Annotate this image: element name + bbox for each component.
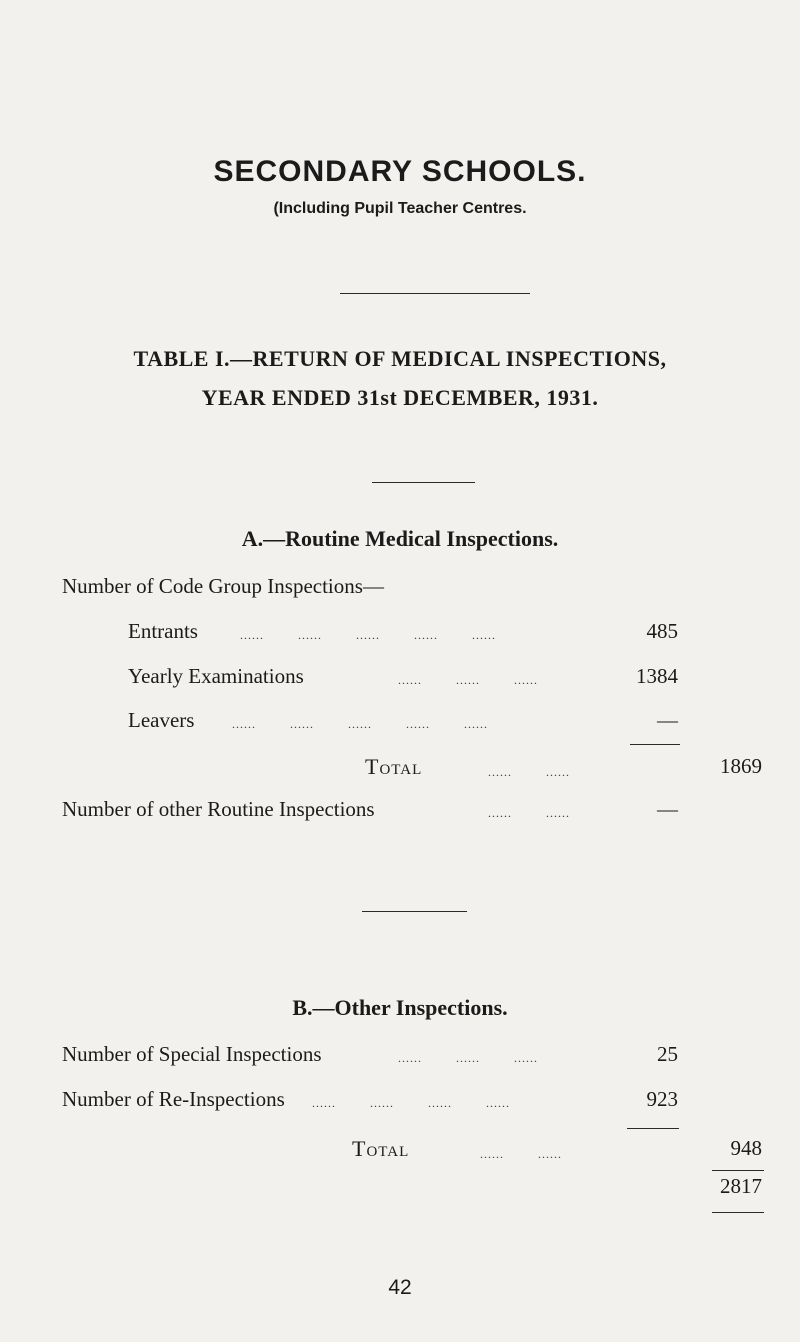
subtotal-rule (627, 1128, 679, 1129)
dot-leader: ...... ...... (488, 806, 570, 820)
section-divider (362, 911, 467, 912)
row-reinspections-value: 923 (646, 1087, 678, 1111)
section-b-total-label: Total (352, 1136, 410, 1161)
page-title: SECONDARY SCHOOLS. (213, 155, 587, 188)
other-routine-label: Number of other Routine Inspections (62, 797, 375, 821)
grand-total-value: 2817 (720, 1174, 762, 1198)
section-b-total-value: 948 (730, 1136, 762, 1160)
section-a-total-label: Total (365, 754, 423, 779)
dot-leader: ...... ...... ...... ...... (312, 1096, 510, 1110)
grand-total-underline (712, 1212, 764, 1213)
row-leavers-label: Leavers (128, 708, 195, 732)
section-b-heading: B.—Other Inspections. (292, 995, 508, 1020)
section-a-total-value: 1869 (720, 754, 762, 778)
other-routine-value: — (657, 797, 678, 821)
section-a-intro: Number of Code Group Inspections— (62, 574, 384, 598)
subtotal-rule (630, 744, 680, 745)
dot-leader: ...... ...... ...... ...... ...... (240, 628, 496, 642)
row-yearly-value: 1384 (636, 664, 678, 688)
table-title-line2: YEAR ENDED 31st DECEMBER, 1931. (201, 385, 599, 410)
dot-leader: ...... ...... (488, 765, 570, 779)
section-a-heading: A.—Routine Medical Inspections. (241, 526, 559, 551)
title-divider (372, 482, 475, 483)
row-leavers-value: — (657, 708, 678, 732)
grand-total-rule (712, 1170, 764, 1171)
row-yearly-label: Yearly Examinations (128, 664, 304, 688)
row-reinspections-label: Number of Re-Inspections (62, 1087, 285, 1111)
page-number: 42 (388, 1276, 412, 1299)
dot-leader: ...... ...... ...... ...... ...... (232, 717, 488, 731)
dot-leader: ...... ...... ...... (398, 673, 538, 687)
row-entrants-label: Entrants (128, 619, 198, 643)
row-entrants-value: 485 (646, 619, 678, 643)
dot-leader: ...... ...... (480, 1147, 562, 1161)
header-divider (340, 293, 530, 294)
table-title-line1: TABLE I.—RETURN OF MEDICAL INSPECTIONS, (133, 346, 667, 371)
dot-leader: ...... ...... ...... (398, 1051, 538, 1065)
row-special-label: Number of Special Inspections (62, 1042, 322, 1066)
page-subtitle: (Including Pupil Teacher Centres. (273, 200, 527, 217)
row-special-value: 25 (657, 1042, 678, 1066)
